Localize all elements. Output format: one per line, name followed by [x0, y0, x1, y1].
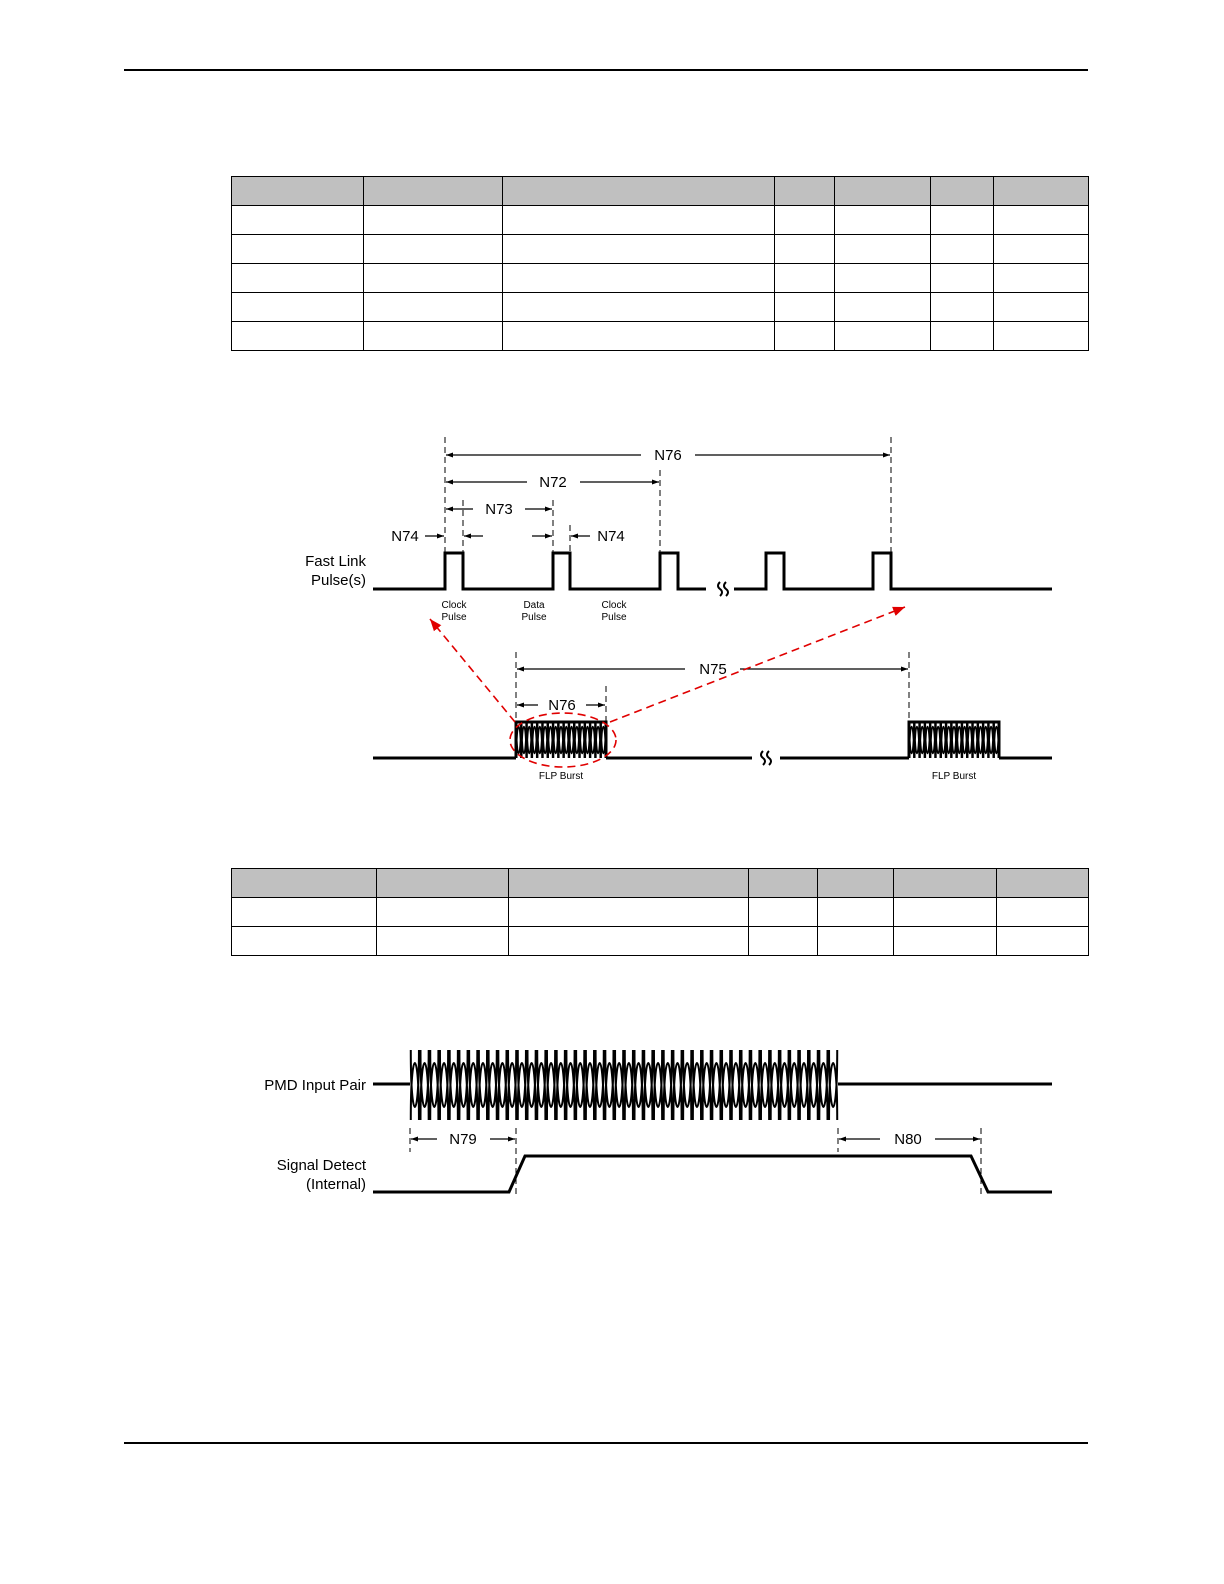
label-n74-left: N74: [391, 528, 419, 545]
svg-text:Signal Detect: Signal Detect: [276, 1157, 366, 1174]
label-n72: N72: [539, 474, 567, 491]
label-n80: N80: [894, 1131, 922, 1148]
label-n73: N73: [485, 501, 513, 518]
flp-burst-2: [909, 722, 999, 758]
signal-detect-label: [277, 1157, 367, 1193]
break-symbol-top: [718, 582, 728, 596]
pmd-input-label: PMD Input Pair: [264, 1077, 366, 1094]
burst-oscillation: [909, 722, 998, 758]
svg-text:(Internal): (Internal): [305, 1176, 366, 1193]
burst-name-2: FLP Burst: [931, 771, 977, 782]
break-symbol-bottom: [761, 751, 771, 765]
pulse-name-clock-1: [441, 600, 467, 623]
label-n76-top: N76: [654, 447, 682, 464]
dimension-arrows: [425, 455, 908, 705]
signal-detect-diagram: [264, 1050, 1052, 1198]
flp-timing-diagram: [305, 437, 1052, 782]
svg-text:Clock: Clock: [441, 600, 467, 611]
svg-text:Fast Link: Fast Link: [305, 553, 366, 570]
svg-text:Clock: Clock: [601, 600, 627, 611]
burst-oscillation: [516, 722, 605, 758]
svg-text:Pulse(s): Pulse(s): [310, 572, 366, 589]
svg-text:Pulse: Pulse: [601, 612, 627, 623]
zoom-callout: [430, 607, 905, 767]
label-n76-burst: N76: [548, 697, 576, 714]
signal-label-flp: [305, 553, 366, 589]
pulse-name-clock-2: [601, 600, 627, 623]
pulse-name-data: [521, 600, 546, 623]
label-n74-right: N74: [597, 528, 625, 545]
label-n79: N79: [449, 1131, 477, 1148]
zoom-arrow-left: [430, 619, 515, 722]
zoom-arrow-right: [610, 607, 905, 722]
burst-name-1: FLP Burst: [538, 771, 584, 782]
burst-oscillation: [411, 1050, 837, 1120]
svg-text:Pulse: Pulse: [521, 612, 547, 623]
svg-text:Data: Data: [523, 600, 545, 611]
signal-detect-waveform: [373, 1156, 1052, 1192]
label-n75: N75: [699, 661, 727, 678]
pulse-train-waveform: [373, 553, 1052, 589]
svg-text:Pulse: Pulse: [441, 612, 467, 623]
pmd-input-burst: [411, 1050, 837, 1120]
flp-burst-1: [516, 722, 606, 758]
